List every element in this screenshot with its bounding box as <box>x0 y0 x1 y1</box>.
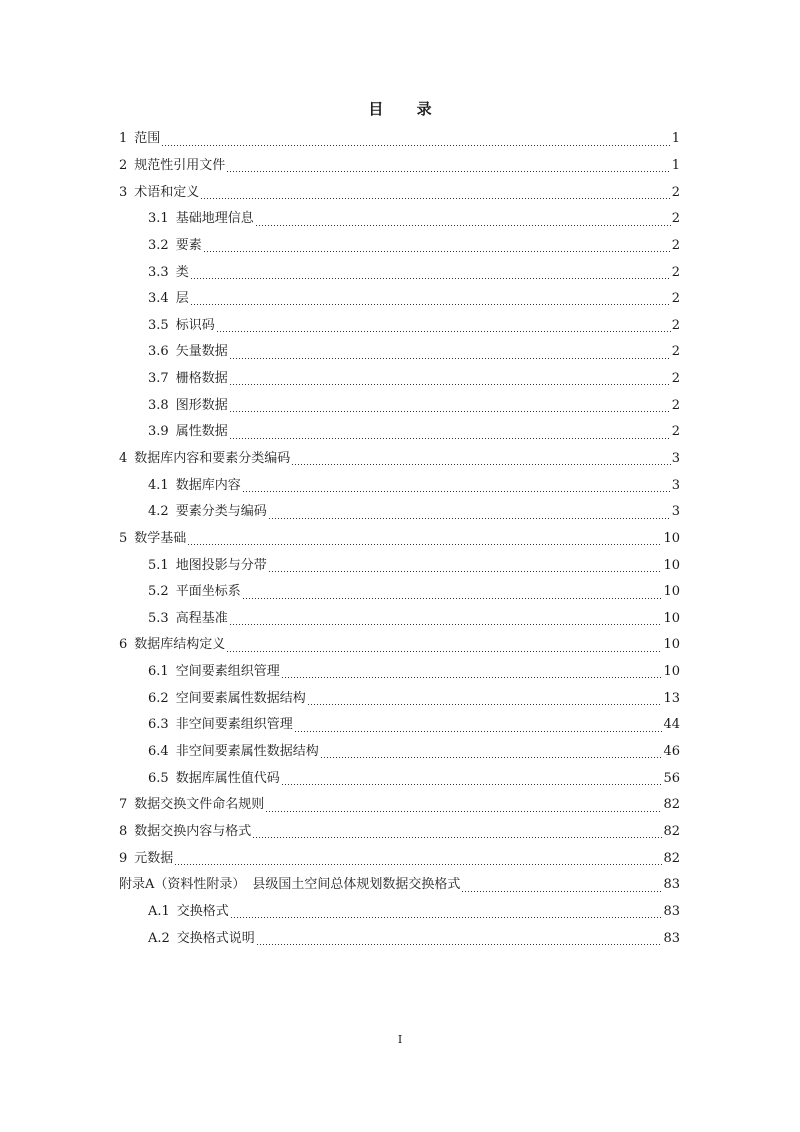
toc-entry[interactable] <box>0 765 800 792</box>
toc-entry[interactable] <box>0 206 800 233</box>
toc-entry[interactable] <box>0 872 800 899</box>
toc-entry-number: 6.4 <box>148 744 169 760</box>
toc-entry[interactable] <box>0 845 800 872</box>
toc-entry-number: 5.3 <box>148 610 169 626</box>
toc-dot-leader <box>229 411 671 412</box>
toc-entry-number: 3.5 <box>148 317 169 333</box>
toc-entry[interactable] <box>0 179 800 206</box>
toc-entry-number: 1 <box>119 131 128 147</box>
toc-entry-title: 术语和定义 <box>134 184 200 200</box>
toc-entry-page: 3 <box>671 477 680 493</box>
toc-entry-title: 交换格式 <box>176 903 229 919</box>
toc-entry-title: 栅格数据 <box>175 371 228 387</box>
toc-dot-leader <box>200 198 670 199</box>
toc-entry-number: 3.4 <box>148 291 169 307</box>
toc-entry-page: 82 <box>663 823 680 839</box>
toc-entry-title: 交换格式说明 <box>176 930 255 946</box>
toc-dot-leader <box>190 278 671 279</box>
toc-entry[interactable] <box>0 126 800 153</box>
toc-entry-page: 2 <box>671 397 680 413</box>
toc-entry[interactable] <box>0 526 800 553</box>
toc-entry-number: 5.1 <box>148 557 169 573</box>
toc-entry-title: 数据库内容 <box>175 477 241 493</box>
toc-entry-page: 2 <box>671 317 680 333</box>
toc-dot-leader <box>252 837 662 838</box>
toc-entry-number: 3.3 <box>148 264 169 280</box>
toc-entry-page: 2 <box>671 371 680 387</box>
toc-entry-title: 数据库结构定义 <box>134 637 226 653</box>
toc-entry-page: 46 <box>663 744 680 760</box>
toc-entry-page: 44 <box>663 717 680 733</box>
toc-dot-leader <box>268 571 663 572</box>
toc-dot-leader <box>256 944 663 945</box>
toc-entry-number: 3.6 <box>148 344 169 360</box>
toc-entry-title: 属性数据 <box>175 424 228 440</box>
toc-entry-number: A.2 <box>148 930 170 946</box>
toc-entry-number: 3.9 <box>148 424 169 440</box>
toc-dot-leader <box>161 145 670 146</box>
toc-entry-page: 82 <box>663 797 680 813</box>
toc-entry-page: 3 <box>671 504 680 520</box>
toc-entry-page: 1 <box>671 131 680 147</box>
toc-entry-title: 要素分类与编码 <box>175 504 267 520</box>
toc-entry-title: 类 <box>175 264 189 280</box>
toc-entry-number: 3.2 <box>148 237 169 253</box>
toc-entry-page: 3 <box>671 451 680 466</box>
toc-entry[interactable] <box>0 446 800 473</box>
toc-dot-leader <box>242 598 663 599</box>
toc-entry-number: 5 <box>119 530 128 546</box>
toc-entry-number: 9 <box>119 850 128 866</box>
toc-entry-title: 数据库属性值代码 <box>175 770 280 786</box>
toc-entry[interactable] <box>0 259 800 286</box>
toc-entry[interactable] <box>0 739 800 766</box>
toc-title: 目 录 <box>368 100 446 118</box>
toc-entry[interactable] <box>0 685 800 712</box>
toc-entry-title: 非空间要素组织管理 <box>175 717 293 733</box>
toc-entry-page: 82 <box>663 850 680 866</box>
toc-entry-page: 2 <box>671 424 680 440</box>
toc-entry-number: 2 <box>119 157 128 173</box>
toc-entry-number: 7 <box>119 797 128 813</box>
toc-entry-title: 数据交换文件命名规则 <box>134 797 265 813</box>
toc-entry[interactable] <box>0 925 800 952</box>
toc-entry-title: 空间要素属性数据结构 <box>175 690 306 706</box>
toc-entry-page: 56 <box>663 770 680 786</box>
toc-entry-page: 10 <box>663 664 680 680</box>
toc-entry-title: 数据交换内容与格式 <box>134 823 252 839</box>
toc-entry[interactable] <box>0 632 800 659</box>
toc-entry[interactable] <box>0 606 800 633</box>
toc-entry-number: 4.2 <box>148 504 169 520</box>
toc-entry[interactable] <box>0 899 800 926</box>
toc-entry-number: 4.1 <box>148 477 169 493</box>
toc-list <box>0 126 800 952</box>
toc-entry[interactable] <box>0 233 800 260</box>
toc-entry-number: 附录A（资料性附录） <box>119 877 246 893</box>
toc-entry-number: 3.8 <box>148 397 169 413</box>
toc-entry-number: 3 <box>119 184 128 200</box>
toc-dot-leader <box>242 491 671 492</box>
toc-dot-leader <box>229 624 663 625</box>
toc-entry-page: 2 <box>671 344 680 360</box>
toc-dot-leader <box>216 331 671 332</box>
toc-entry-title: 地图投影与分带 <box>175 557 267 573</box>
toc-dot-leader <box>226 651 662 652</box>
toc-dot-leader <box>265 811 662 812</box>
toc-entry[interactable] <box>0 366 800 393</box>
toc-dot-leader <box>230 917 663 918</box>
toc-entry-page: 10 <box>663 557 680 573</box>
toc-dot-leader <box>203 251 671 252</box>
toc-entry-title: 标识码 <box>175 317 215 333</box>
toc-entry-title: 矢量数据 <box>175 344 228 360</box>
toc-entry-page: 2 <box>671 184 680 200</box>
toc-entry[interactable] <box>0 712 800 739</box>
toc-entry-page: 1 <box>671 157 680 173</box>
toc-entry-title: 基础地理信息 <box>175 211 254 227</box>
toc-entry-page: 10 <box>663 637 680 653</box>
toc-dot-leader <box>174 864 662 865</box>
toc-entry-page: 83 <box>663 930 680 946</box>
toc-entry-number: 6.2 <box>148 690 169 706</box>
toc-entry-number: 6.1 <box>148 664 169 680</box>
toc-entry-title: 层 <box>175 291 189 307</box>
toc-dot-leader <box>294 731 663 732</box>
toc-entry-title: 空间要素组织管理 <box>175 664 280 680</box>
toc-dot-leader <box>229 384 671 385</box>
toc-dot-leader <box>229 438 671 439</box>
toc-entry-page: 2 <box>671 291 680 307</box>
toc-entry-number: 5.2 <box>148 584 169 600</box>
toc-entry[interactable] <box>0 392 800 419</box>
toc-entry-number: A.1 <box>148 903 170 919</box>
toc-entry[interactable] <box>0 819 800 846</box>
toc-entry-number: 4 <box>119 451 128 466</box>
toc-entry-page: 13 <box>663 690 680 706</box>
toc-entry-title: 非空间要素属性数据结构 <box>175 744 319 760</box>
toc-entry-title: 高程基准 <box>175 610 228 626</box>
toc-entry-number: 6 <box>119 637 128 653</box>
toc-entry-title: 县级国土空间总体规划数据交换格式 <box>252 877 461 893</box>
toc-entry-title: 规范性引用文件 <box>134 157 226 173</box>
toc-entry-number: 6.3 <box>148 717 169 733</box>
toc-entry-title: 元数据 <box>134 850 174 866</box>
toc-entry[interactable] <box>0 312 800 339</box>
toc-entry-page: 83 <box>663 877 680 893</box>
toc-dot-leader <box>320 757 663 758</box>
toc-entry[interactable] <box>0 339 800 366</box>
toc-entry[interactable] <box>0 419 800 446</box>
toc-entry[interactable] <box>0 579 800 606</box>
toc-entry[interactable] <box>0 153 800 180</box>
toc-entry[interactable] <box>0 659 800 686</box>
toc-entry-page: 2 <box>671 264 680 280</box>
toc-entry-page: 83 <box>663 903 680 919</box>
toc-entry-page: 2 <box>671 237 680 253</box>
toc-dot-leader <box>226 171 670 172</box>
toc-entry-number: 8 <box>119 823 128 839</box>
toc-entry-title: 要素 <box>175 237 202 253</box>
toc-entry-number: 3.7 <box>148 371 169 387</box>
toc-dot-leader <box>307 704 663 705</box>
toc-entry[interactable] <box>0 286 800 313</box>
toc-dot-leader <box>281 784 663 785</box>
toc-dot-leader <box>255 225 671 226</box>
toc-entry[interactable] <box>0 499 800 526</box>
toc-entry[interactable] <box>0 792 800 819</box>
toc-entry-title: 数据库内容和要素分类编码 <box>134 451 291 466</box>
toc-entry-title: 平面坐标系 <box>175 584 241 600</box>
toc-dot-leader <box>229 358 671 359</box>
toc-entry-page: 2 <box>671 211 680 227</box>
toc-entry-page: 10 <box>663 610 680 626</box>
toc-entry-title: 范围 <box>134 131 161 147</box>
toc-dot-leader <box>291 464 670 465</box>
toc-dot-leader <box>461 891 662 892</box>
toc-dot-leader <box>187 544 662 545</box>
toc-dot-leader <box>268 518 671 519</box>
page-number: I <box>397 1033 403 1046</box>
toc-dot-leader <box>281 677 663 678</box>
toc-entry-number: 3.1 <box>148 211 169 227</box>
toc-entry-number: 6.5 <box>148 770 169 786</box>
toc-entry[interactable] <box>0 472 800 499</box>
toc-entry-page: 10 <box>663 584 680 600</box>
toc-entry-title: 图形数据 <box>175 397 228 413</box>
toc-entry-page: 10 <box>663 530 680 546</box>
toc-dot-leader <box>190 304 671 305</box>
toc-entry[interactable] <box>0 552 800 579</box>
toc-entry-title: 数学基础 <box>134 530 187 546</box>
